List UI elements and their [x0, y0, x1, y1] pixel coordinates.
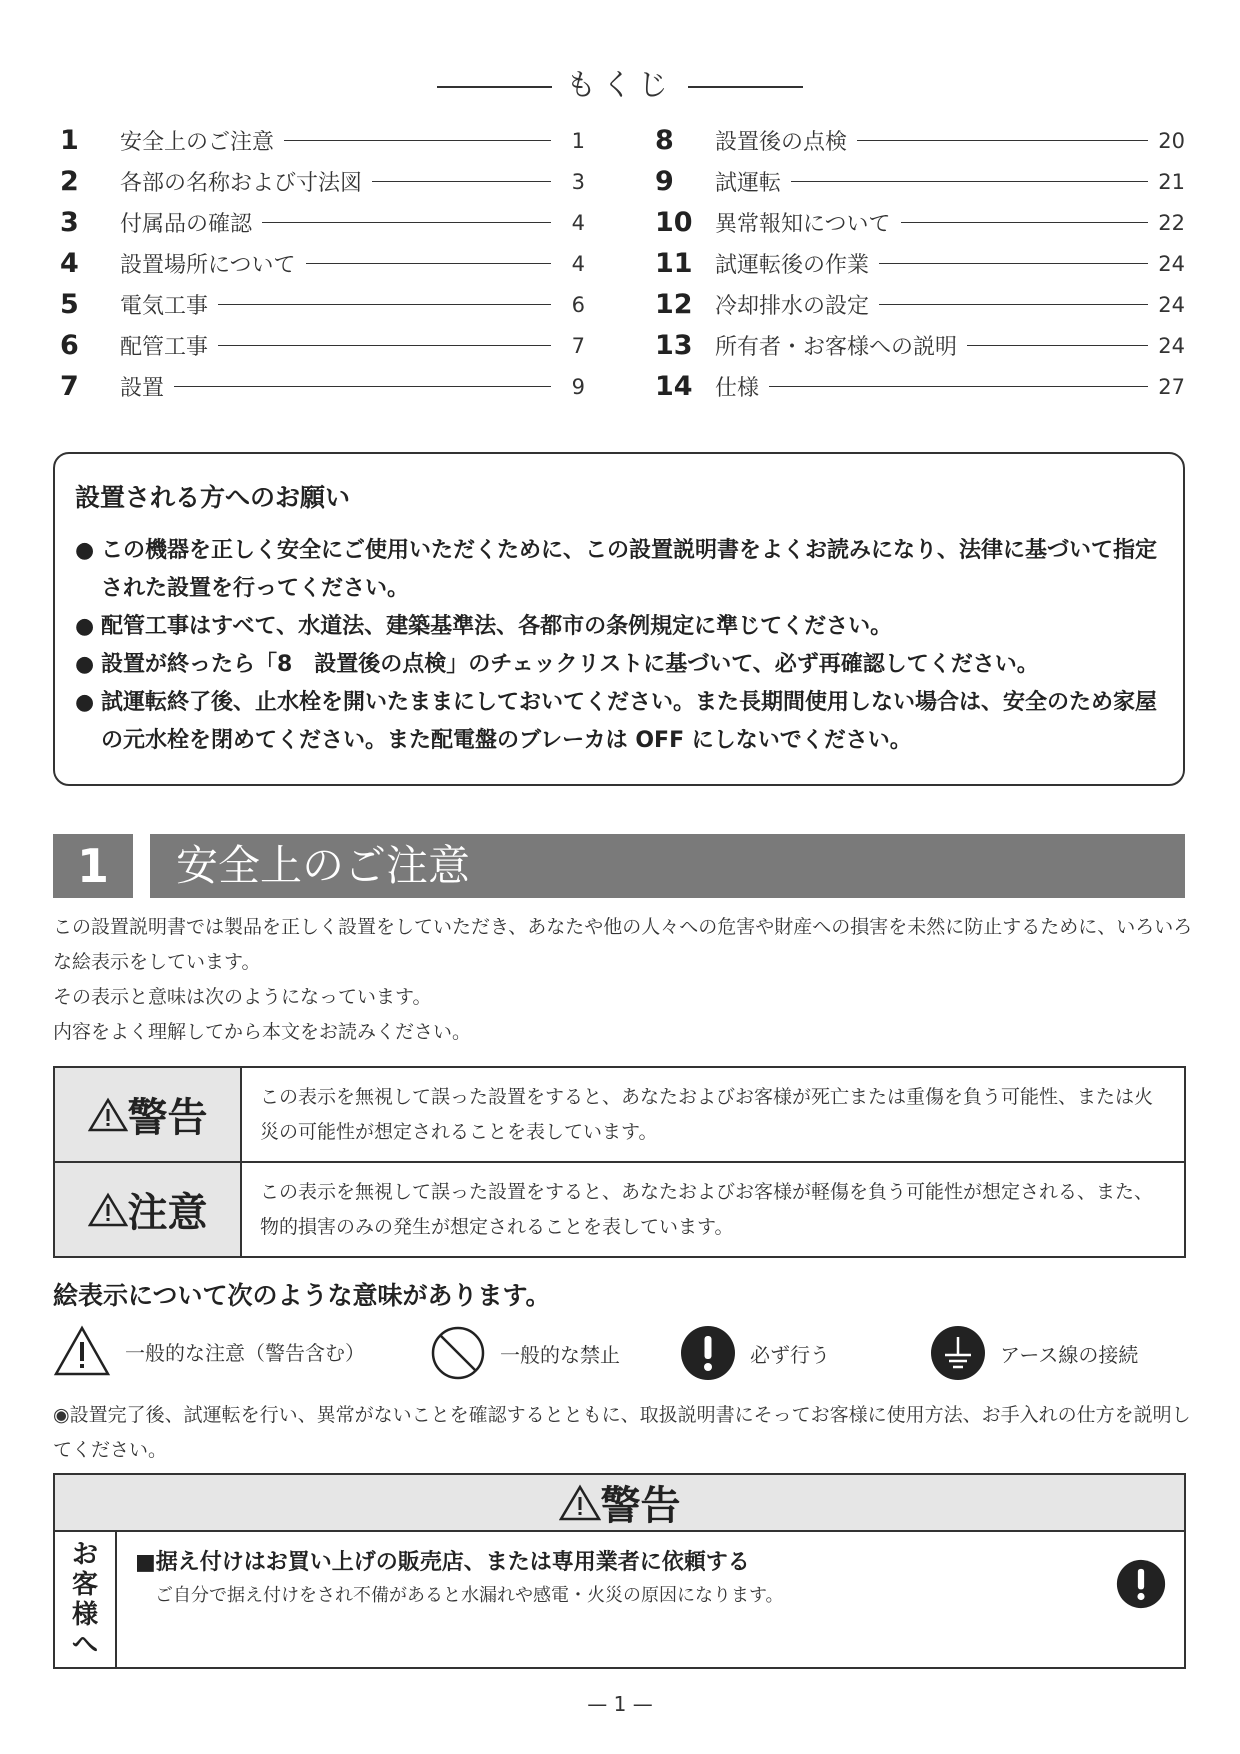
caution-triangle-icon: [53, 1325, 111, 1377]
toc-num: 8: [655, 125, 674, 156]
toc-page: 24: [1158, 333, 1185, 358]
leader-line: [306, 263, 551, 264]
bullet: ●: [75, 538, 95, 563]
toc-label: 所有者・お客様への説明: [715, 335, 958, 360]
toc-num: 5: [60, 289, 79, 320]
toc-label: 配管工事: [120, 335, 209, 360]
section-intro: [53, 910, 1193, 1050]
toc-num: 3: [60, 207, 79, 238]
bullet: ●: [75, 652, 95, 677]
pictogram-title: 絵表示について次のような意味があります。: [53, 1281, 551, 1310]
toc-num: 6: [60, 330, 79, 361]
toc-entry[interactable]: [655, 202, 1185, 243]
intro-paragraph: この設置説明書では製品を正しく設置をしていただき、あなたや他の人々への危害や財産への損害を未然に防止するために、いろいろな絵表示をしています。: [53, 916, 1193, 973]
toc-page: 4: [571, 251, 585, 276]
toc-label: 仕様: [715, 376, 760, 401]
toc-page: 9: [571, 374, 585, 399]
toc-label: 付属品の確認: [120, 212, 253, 237]
toc-page: 20: [1158, 128, 1185, 153]
toc-num: 12: [655, 289, 693, 320]
toc-title-text: もくじ: [566, 68, 674, 103]
toc-entry[interactable]: [655, 161, 1185, 202]
leader-line: [769, 386, 1148, 387]
toc-label: 異常報知について: [715, 212, 891, 237]
toc-entry[interactable]: [60, 243, 585, 284]
warning-box-title: 警告: [600, 1483, 681, 1529]
toc-label: 冷却排水の設定: [715, 294, 870, 319]
leader-line: [879, 263, 1148, 264]
toc-entry[interactable]: [60, 202, 585, 243]
leader-line: [901, 222, 1149, 223]
earth-ground-icon: [930, 1325, 986, 1381]
toc-right-column: [655, 120, 1185, 407]
toc-num: 4: [60, 248, 79, 279]
leader-line: [218, 304, 551, 305]
section-title: 安全上のご注意: [150, 834, 1185, 898]
toc-num: 14: [655, 371, 693, 402]
warning-row: [55, 1068, 1184, 1161]
toc-num: 13: [655, 330, 693, 361]
toc-label: 設置: [120, 376, 165, 401]
pictogram-item: [680, 1325, 830, 1381]
warning-description: この表示を無視して誤った設置をすると、あなたおよびお客様が死亡または重傷を負う可能性、または火災の可能性が想定されることを表しています。: [260, 1086, 1154, 1143]
toc-num: 10: [655, 207, 693, 238]
page-number: — 1 —: [587, 1692, 653, 1716]
pictogram-label: 一般的な注意（警告含む）: [125, 1340, 365, 1365]
note-mark: ◉: [53, 1404, 70, 1426]
divider: [688, 86, 803, 88]
toc-label: 試運転: [715, 171, 782, 196]
toc-label: 各部の名称および寸法図: [120, 171, 363, 196]
toc-page: 24: [1158, 292, 1185, 317]
toc-entry[interactable]: [655, 325, 1185, 366]
toc-entry[interactable]: [60, 120, 585, 161]
leader-line: [967, 345, 1148, 346]
toc-entry[interactable]: [655, 120, 1185, 161]
pictogram-label: アース線の接続: [1000, 1342, 1139, 1367]
toc-num: 1: [60, 125, 79, 156]
warning-item-mark: [1116, 1559, 1166, 1613]
toc-num: 2: [60, 166, 79, 197]
toc-label: 電気工事: [120, 294, 209, 319]
audience-char: 様: [71, 1599, 98, 1630]
warning-item-text: ご自分で据え付けをされ不備があると水漏れや感電・火災の原因になります。: [155, 1585, 784, 1606]
toc-entry[interactable]: [60, 366, 585, 407]
bullet: ●: [75, 614, 95, 639]
request-text: 設置が終ったら「8 設置後の点検」のチェックリストに基づいて、必ず再確認してください。: [101, 652, 1039, 677]
request-text: この機器を正しく安全にご使用いただくために、この設置説明書をよくお読みになり、法律に基づいて指定された設置を行ってください。: [101, 538, 1158, 601]
request-item: [75, 608, 1170, 646]
toc-page: 27: [1158, 374, 1185, 399]
toc-entry[interactable]: [655, 243, 1185, 284]
leader-line: [174, 386, 551, 387]
pictogram-label: 一般的な禁止: [500, 1342, 620, 1367]
toc-label: 設置場所について: [120, 253, 296, 278]
toc-num: 11: [655, 248, 693, 279]
request-item: [75, 684, 1170, 760]
toc-title: [0, 60, 1240, 104]
audience-char: 客: [71, 1569, 98, 1600]
toc-entry[interactable]: [655, 366, 1185, 407]
pictogram-item: [930, 1325, 1138, 1381]
caution-label: [55, 1163, 242, 1256]
toc-label: 試運転後の作業: [715, 253, 870, 278]
caution-description: この表示を無視して誤った設置をすると、あなたおよびお客様が軽傷を負う可能性が想定される、また、物的損害のみの発生が想定されることを表しています。: [260, 1181, 1154, 1238]
toc-entry[interactable]: [60, 284, 585, 325]
toc-page: 21: [1158, 169, 1185, 194]
warning-box: [53, 1473, 1186, 1669]
toc-page: 4: [571, 210, 585, 235]
note-text: 設置完了後、試運転を行い、異常がないことを確認するとともに、取扱説明書にそってお客様に使用方法、お手入れの仕方を説明してください。: [53, 1404, 1191, 1461]
mandatory-action-icon: [680, 1325, 736, 1381]
toc-page: 24: [1158, 251, 1185, 276]
caution-row: [55, 1161, 1184, 1256]
leader-line: [218, 345, 551, 346]
request-item: [75, 532, 1170, 608]
pictogram-item: [53, 1325, 365, 1377]
toc-entry[interactable]: [60, 161, 585, 202]
caution-label-text: 注意: [127, 1190, 208, 1236]
prohibition-icon: [430, 1325, 486, 1381]
toc-label: 設置後の点検: [715, 130, 848, 155]
divider: [437, 86, 552, 88]
pictogram-item: [430, 1325, 620, 1381]
mandatory-action-icon: [1116, 1559, 1166, 1609]
leader-line: [879, 304, 1148, 305]
toc-page: 6: [571, 292, 585, 317]
intro-paragraph: その表示と意味は次のようになっています。: [53, 986, 432, 1008]
request-title: 設置される方へのお願い: [75, 483, 351, 512]
leader-line: [262, 222, 551, 223]
signal-word-table: [53, 1066, 1186, 1258]
audience-label: [55, 1532, 117, 1667]
intro-paragraph: 内容をよく理解してから本文をお読みください。: [53, 1021, 472, 1043]
request-item: [75, 646, 1170, 684]
toc-label: 安全上のご注意: [120, 130, 275, 155]
audience-char: へ: [71, 1629, 98, 1660]
leader-line: [284, 140, 551, 141]
toc-entry[interactable]: [655, 284, 1185, 325]
warning-box-header: [55, 1475, 1184, 1532]
request-text: 試運転終了後、止水栓を開いたままにしておいてください。また長期間使用しない場合は、安全のため家屋の元水栓を閉めてください。また配電盤のブレーカは OFF にしないでください。: [101, 690, 1158, 753]
toc-page: 7: [571, 333, 585, 358]
warning-label-text: 警告: [127, 1095, 208, 1141]
note: [53, 1398, 1193, 1468]
section-number: 1: [53, 834, 133, 898]
request-text: 配管工事はすべて、水道法、建築基準法、各都市の条例規定に準じてください。: [101, 614, 893, 639]
toc-page: 1: [571, 128, 585, 153]
toc-page: 3: [571, 169, 585, 194]
toc-left-column: [60, 120, 585, 407]
leader-line: [857, 140, 1148, 141]
caution-triangle-icon: [559, 1484, 601, 1522]
toc-num: 9: [655, 166, 674, 197]
leader-line: [372, 181, 551, 182]
toc-entry[interactable]: [60, 325, 585, 366]
caution-triangle-icon: [88, 1097, 128, 1133]
toc-page: 22: [1158, 210, 1185, 235]
request-list: [75, 532, 1170, 760]
leader-line: [791, 181, 1148, 182]
warning-label: [55, 1068, 242, 1161]
caution-triangle-icon: [88, 1192, 128, 1228]
warning-item-title: ■据え付けはお買い上げの販売店、または専用業者に依頼する: [135, 1550, 750, 1575]
bullet: ●: [75, 690, 95, 715]
pictogram-label: 必ず行う: [750, 1342, 830, 1367]
audience-char: お: [71, 1539, 98, 1570]
toc-num: 7: [60, 371, 79, 402]
